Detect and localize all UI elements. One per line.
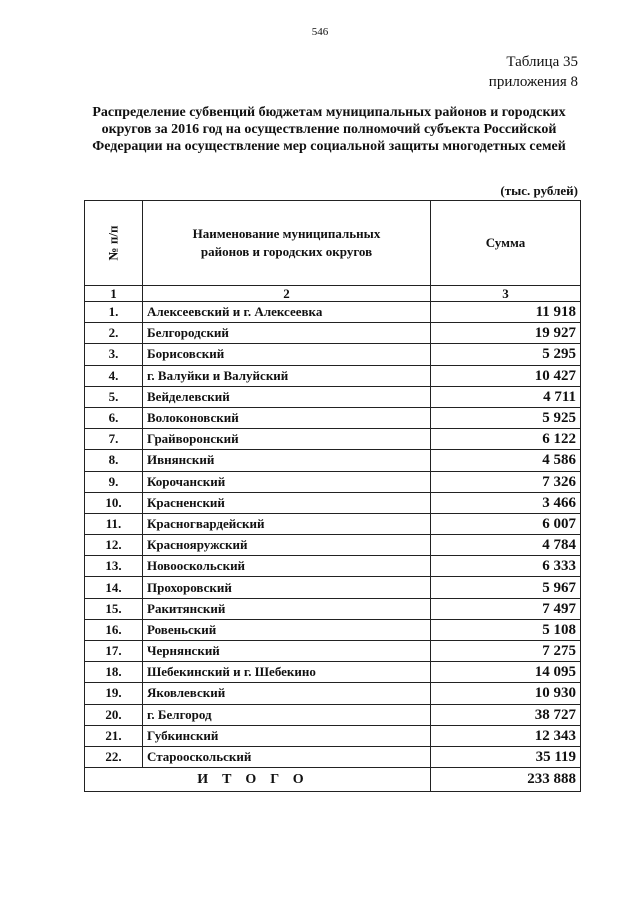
row-number: 19. (85, 683, 143, 704)
table-row (85, 386, 581, 407)
row-name: Борисовский (143, 344, 431, 365)
row-sum: 6 333 (431, 556, 581, 577)
row-sum: 7 326 (431, 471, 581, 492)
row-number: 7. (85, 429, 143, 450)
row-sum: 5 108 (431, 619, 581, 640)
table-label (489, 52, 578, 92)
row-number: 11. (85, 513, 143, 534)
row-name: Прохоровский (143, 577, 431, 598)
row-name: Белгородский (143, 323, 431, 344)
row-number: 3. (85, 344, 143, 365)
row-number: 21. (85, 725, 143, 746)
table-row (85, 344, 581, 365)
row-sum: 5 295 (431, 344, 581, 365)
row-name: Ивнянский (143, 450, 431, 471)
header-name-line1: Наименование муниципальных (192, 226, 381, 241)
header-name-line2: районов и городских округов (200, 244, 373, 259)
table-row (85, 513, 581, 534)
row-sum: 12 343 (431, 725, 581, 746)
row-number: 18. (85, 662, 143, 683)
row-number: 13. (85, 556, 143, 577)
row-number: 9. (85, 471, 143, 492)
header-sum: Сумма (431, 201, 581, 286)
row-number: 20. (85, 704, 143, 725)
table-row (85, 662, 581, 683)
row-number: 14. (85, 577, 143, 598)
row-number: 17. (85, 641, 143, 662)
row-sum: 35 119 (431, 746, 581, 767)
table-row (85, 577, 581, 598)
row-number: 22. (85, 746, 143, 767)
page-number: 546 (311, 26, 329, 38)
table-row (85, 641, 581, 662)
total-label: ИТОГО (85, 768, 431, 792)
row-sum: 7 275 (431, 641, 581, 662)
row-sum: 4 586 (431, 450, 581, 471)
column-index-2: 2 (143, 286, 431, 302)
row-sum: 4 711 (431, 386, 581, 407)
row-number: 12. (85, 535, 143, 556)
row-name: Чернянский (143, 641, 431, 662)
row-number: 1. (85, 302, 143, 323)
header-name (143, 201, 431, 286)
row-name: Яковлевский (143, 683, 431, 704)
table-row (85, 683, 581, 704)
table-row (85, 323, 581, 344)
row-name: Краснояружский (143, 535, 431, 556)
row-name: Алексеевский и г. Алексеевка (143, 302, 431, 323)
table-row (85, 598, 581, 619)
row-sum: 3 466 (431, 492, 581, 513)
row-sum: 38 727 (431, 704, 581, 725)
table-row (85, 302, 581, 323)
row-name: Губкинский (143, 725, 431, 746)
table-row (85, 619, 581, 640)
table-row (85, 365, 581, 386)
row-number: 8. (85, 450, 143, 471)
row-sum: 14 095 (431, 662, 581, 683)
row-sum: 5 967 (431, 577, 581, 598)
column-index-3: 3 (431, 286, 581, 302)
row-number: 16. (85, 619, 143, 640)
row-name: Шебекинский и г. Шебекино (143, 662, 431, 683)
total-sum: 233 888 (431, 768, 581, 792)
row-name: г. Белгород (143, 704, 431, 725)
table-row (85, 471, 581, 492)
row-name: Красногвардейский (143, 513, 431, 534)
table-label-line1: Таблица 35 (506, 54, 578, 70)
row-sum: 5 925 (431, 407, 581, 428)
row-name: Корочанский (143, 471, 431, 492)
table-header-row (85, 201, 581, 286)
row-name: Грайворонский (143, 429, 431, 450)
row-sum: 19 927 (431, 323, 581, 344)
table-row (85, 535, 581, 556)
row-number: 6. (85, 407, 143, 428)
total-row (85, 768, 581, 792)
header-num-label: № п/п (105, 225, 121, 261)
row-name: Ракитянский (143, 598, 431, 619)
table-row (85, 704, 581, 725)
row-number: 4. (85, 365, 143, 386)
table-body (85, 286, 581, 768)
subventions-table (84, 200, 581, 792)
table-row (85, 429, 581, 450)
row-sum: 4 784 (431, 535, 581, 556)
column-index-row (85, 286, 581, 302)
row-number: 15. (85, 598, 143, 619)
table-row (85, 450, 581, 471)
row-name: г. Валуйки и Валуйский (143, 365, 431, 386)
row-number: 5. (85, 386, 143, 407)
document-title: Распределение субвенций бюджетам муниципальных районов и городских округов за 2016 год на осуществление полномочий субъекта Российской Федерации на осуществление мер социальной защиты многодетных семей (92, 105, 566, 154)
row-name: Новооскольский (143, 556, 431, 577)
table-row (85, 492, 581, 513)
table-label-line2: приложения 8 (488, 74, 578, 90)
header-num (85, 201, 143, 286)
table-row (85, 556, 581, 577)
column-index-1: 1 (85, 286, 143, 302)
row-name: Старооскольский (143, 746, 431, 767)
row-sum: 6 007 (431, 513, 581, 534)
table-row (85, 725, 581, 746)
table-row (85, 407, 581, 428)
table-row (85, 746, 581, 767)
row-sum: 10 930 (431, 683, 581, 704)
row-name: Ровеньский (143, 619, 431, 640)
row-sum: 7 497 (431, 598, 581, 619)
row-name: Красненский (143, 492, 431, 513)
row-sum: 10 427 (431, 365, 581, 386)
row-sum: 6 122 (431, 429, 581, 450)
row-name: Вейделевский (143, 386, 431, 407)
units-label: (тыс. рублей) (500, 183, 578, 198)
row-number: 2. (85, 323, 143, 344)
row-number: 10. (85, 492, 143, 513)
row-sum: 11 918 (431, 302, 581, 323)
row-name: Волоконовский (143, 407, 431, 428)
